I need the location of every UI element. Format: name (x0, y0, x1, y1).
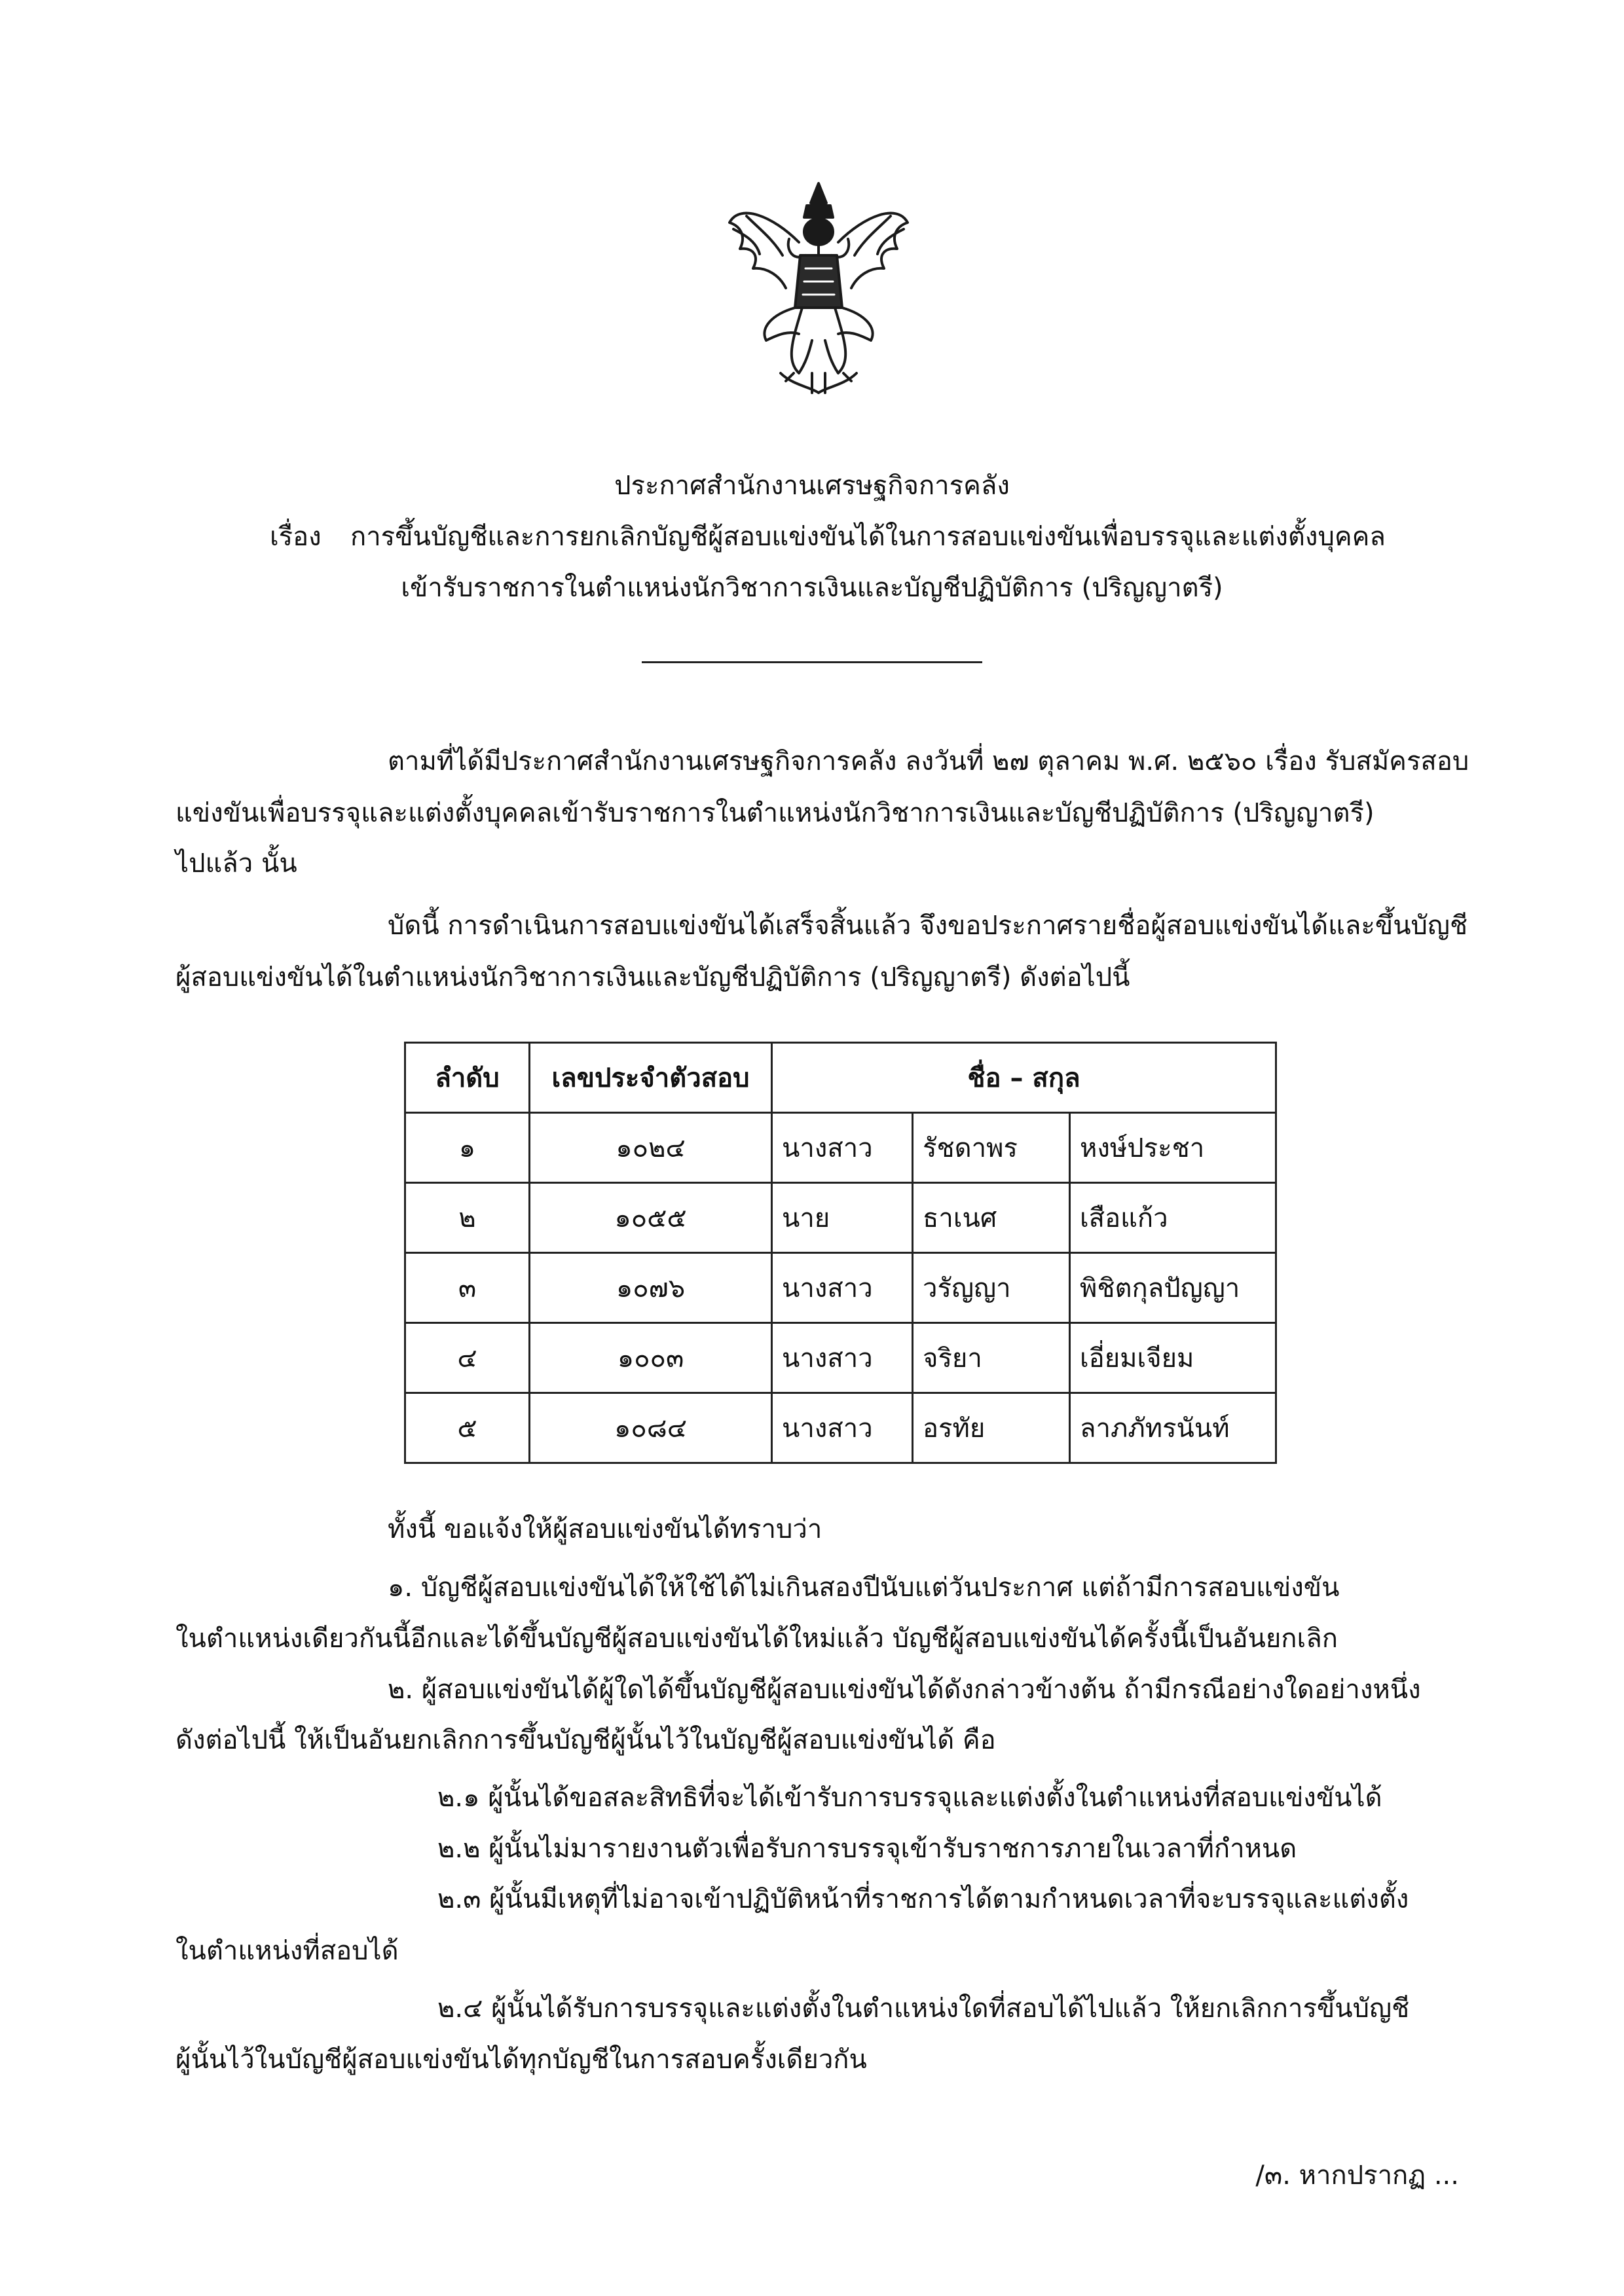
page-continuation: /๓. หากปรากฏ ... (1255, 2160, 1459, 2191)
row-last-name: เสือแก้ว (1070, 1183, 1276, 1253)
condition-2-4-line2: ผู้นั้นไว้ในบัญชีผู้สอบแข่งขันได้ทุกบัญชีในการสอบครั้งเดียวกัน (175, 2045, 867, 2075)
row-exam-id: ๑๐๗๖ (530, 1253, 772, 1323)
para1-line3: ไปแล้ว นั้น (175, 848, 297, 879)
row-exam-id: ๑๐๐๓ (530, 1323, 772, 1393)
condition-1-line1: ๑. บัญชีผู้สอบแข่งขันได้ให้ใช้ได้ไม่เกินสองปีนับแต่วันประกาศ แต่ถ้ามีการสอบแข่งขัน (388, 1573, 1340, 1603)
row-exam-id: ๑๐๘๔ (530, 1393, 772, 1463)
heading-divider (642, 661, 982, 663)
table-row (405, 1323, 1276, 1393)
condition-2-1: ๒.๑ ผู้นั้นได้ขอสละสิทธิที่จะได้เข้ารับการบรรจุและแต่งตั้งในตำแหน่งที่สอบแข่งขันได้ (437, 1783, 1382, 1813)
condition-2-line2: ดังต่อไปนี้ ให้เป็นอันยกเลิกการขึ้นบัญชีผู้นั้นไว้ในบัญชีผู้สอบแข่งขันได้ คือ (175, 1725, 996, 1755)
para1-line2: แข่งขันเพื่อบรรจุและแต่งตั้งบุคคลเข้ารับราชการในตำแหน่งนักวิชาการเงินและบัญชีปฏิบัติการ (ปริญญาตรี) (175, 798, 1375, 828)
table-header-row (405, 1043, 1276, 1113)
row-exam-id: ๑๐๕๕ (530, 1183, 772, 1253)
row-first-name: วรัญญา (913, 1253, 1070, 1323)
results-table (404, 1042, 1277, 1464)
row-order: ๕ (405, 1393, 530, 1463)
row-order: ๒ (405, 1183, 530, 1253)
condition-2-line1: ๒. ผู้สอบแข่งขันได้ผู้ใดได้ขึ้นบัญชีผู้สอบแข่งขันได้ดังกล่าวข้างต้น ถ้ามีกรณีอย่างใดอย่างหนึ่ง (388, 1675, 1421, 1705)
subject-label: เรื่อง (270, 522, 322, 552)
subject-line-2: เข้ารับราชการในตำแหน่งนักวิชาการเงินและบัญชีปฏิบัติการ (ปริญญาตรี) (401, 573, 1223, 603)
row-order: ๑ (405, 1113, 530, 1183)
condition-2-2: ๒.๒ ผู้นั้นไม่มารายงานตัวเพื่อรับการบรรจุเข้ารับราชการภายในเวลาที่กำหนด (437, 1834, 1297, 1864)
conditions-intro: ทั้งนี้ ขอแจ้งให้ผู้สอบแข่งขันได้ทราบว่า (388, 1514, 822, 1544)
row-prefix: นาย (772, 1183, 913, 1253)
garuda-emblem (720, 177, 917, 399)
para2-line2: ผู้สอบแข่งขันได้ในตำแหน่งนักวิชาการเงินและบัญชีปฏิบัติการ (ปริญญาตรี) ดังต่อไปนี้ (175, 962, 1130, 993)
row-first-name: จริยา (913, 1323, 1070, 1393)
condition-2-4-line1: ๒.๔ ผู้นั้นได้รับการบรรจุและแต่งตั้งในตำแหน่งใดที่สอบได้ไปแล้ว ให้ยกเลิกการขึ้นบัญชี (437, 1994, 1410, 2024)
row-last-name: เอี่ยมเจียม (1070, 1323, 1276, 1393)
row-last-name: หงษ์ประชา (1070, 1113, 1276, 1183)
table-row (405, 1393, 1276, 1463)
row-prefix: นางสาว (772, 1113, 913, 1183)
condition-2-3-line2: ในตำแหน่งที่สอบได้ (175, 1936, 399, 1966)
table-row (405, 1183, 1276, 1253)
row-last-name: ลาภภัทรนันท์ (1070, 1393, 1276, 1463)
row-order: ๓ (405, 1253, 530, 1323)
row-order: ๔ (405, 1323, 530, 1393)
row-exam-id: ๑๐๒๔ (530, 1113, 772, 1183)
subject-line-1: การขึ้นบัญชีและการยกเลิกบัญชีผู้สอบแข่งขันได้ในการสอบแข่งขันเพื่อบรรจุและแต่งตั้งบุคคล (350, 522, 1386, 552)
announcement-title: ประกาศสำนักงานเศรษฐกิจการคลัง (614, 471, 1010, 501)
row-prefix: นางสาว (772, 1323, 913, 1393)
para1-line1: ตามที่ได้มีประกาศสำนักงานเศรษฐกิจการคลัง ลงวันที่ ๒๗ ตุลาคม พ.ศ. ๒๕๖๐ เรื่อง รับสมัครสอบ (388, 746, 1469, 776)
header-order: ลำดับ (405, 1043, 530, 1113)
row-first-name: รัชดาพร (913, 1113, 1070, 1183)
row-prefix: นางสาว (772, 1253, 913, 1323)
row-first-name: อรทัย (913, 1393, 1070, 1463)
condition-2-3-line1: ๒.๓ ผู้นั้นมีเหตุที่ไม่อาจเข้าปฏิบัติหน้าที่ราชการได้ตามกำหนดเวลาที่จะบรรจุและแต่งตั้ง (437, 1884, 1409, 1914)
row-last-name: พิชิตกุลปัญญา (1070, 1253, 1276, 1323)
row-first-name: ธาเนศ (913, 1183, 1070, 1253)
para2-line1: บัดนี้ การดำเนินการสอบแข่งขันได้เสร็จสิ้นแล้ว จึงขอประกาศรายชื่อผู้สอบแข่งขันได้และขึ้นบัญชี (388, 911, 1468, 941)
table-row (405, 1113, 1276, 1183)
header-exam-id: เลขประจำตัวสอบ (530, 1043, 772, 1113)
row-prefix: นางสาว (772, 1393, 913, 1463)
header-name: ชื่อ – สกุล (772, 1043, 1276, 1113)
condition-1-line2: ในตำแหน่งเดียวกันนี้อีกและได้ขึ้นบัญชีผู้สอบแข่งขันได้ใหม่แล้ว บัญชีผู้สอบแข่งขันได้ครั้งนี้เป็นอันยกเลิก (175, 1624, 1338, 1654)
table-row (405, 1253, 1276, 1323)
